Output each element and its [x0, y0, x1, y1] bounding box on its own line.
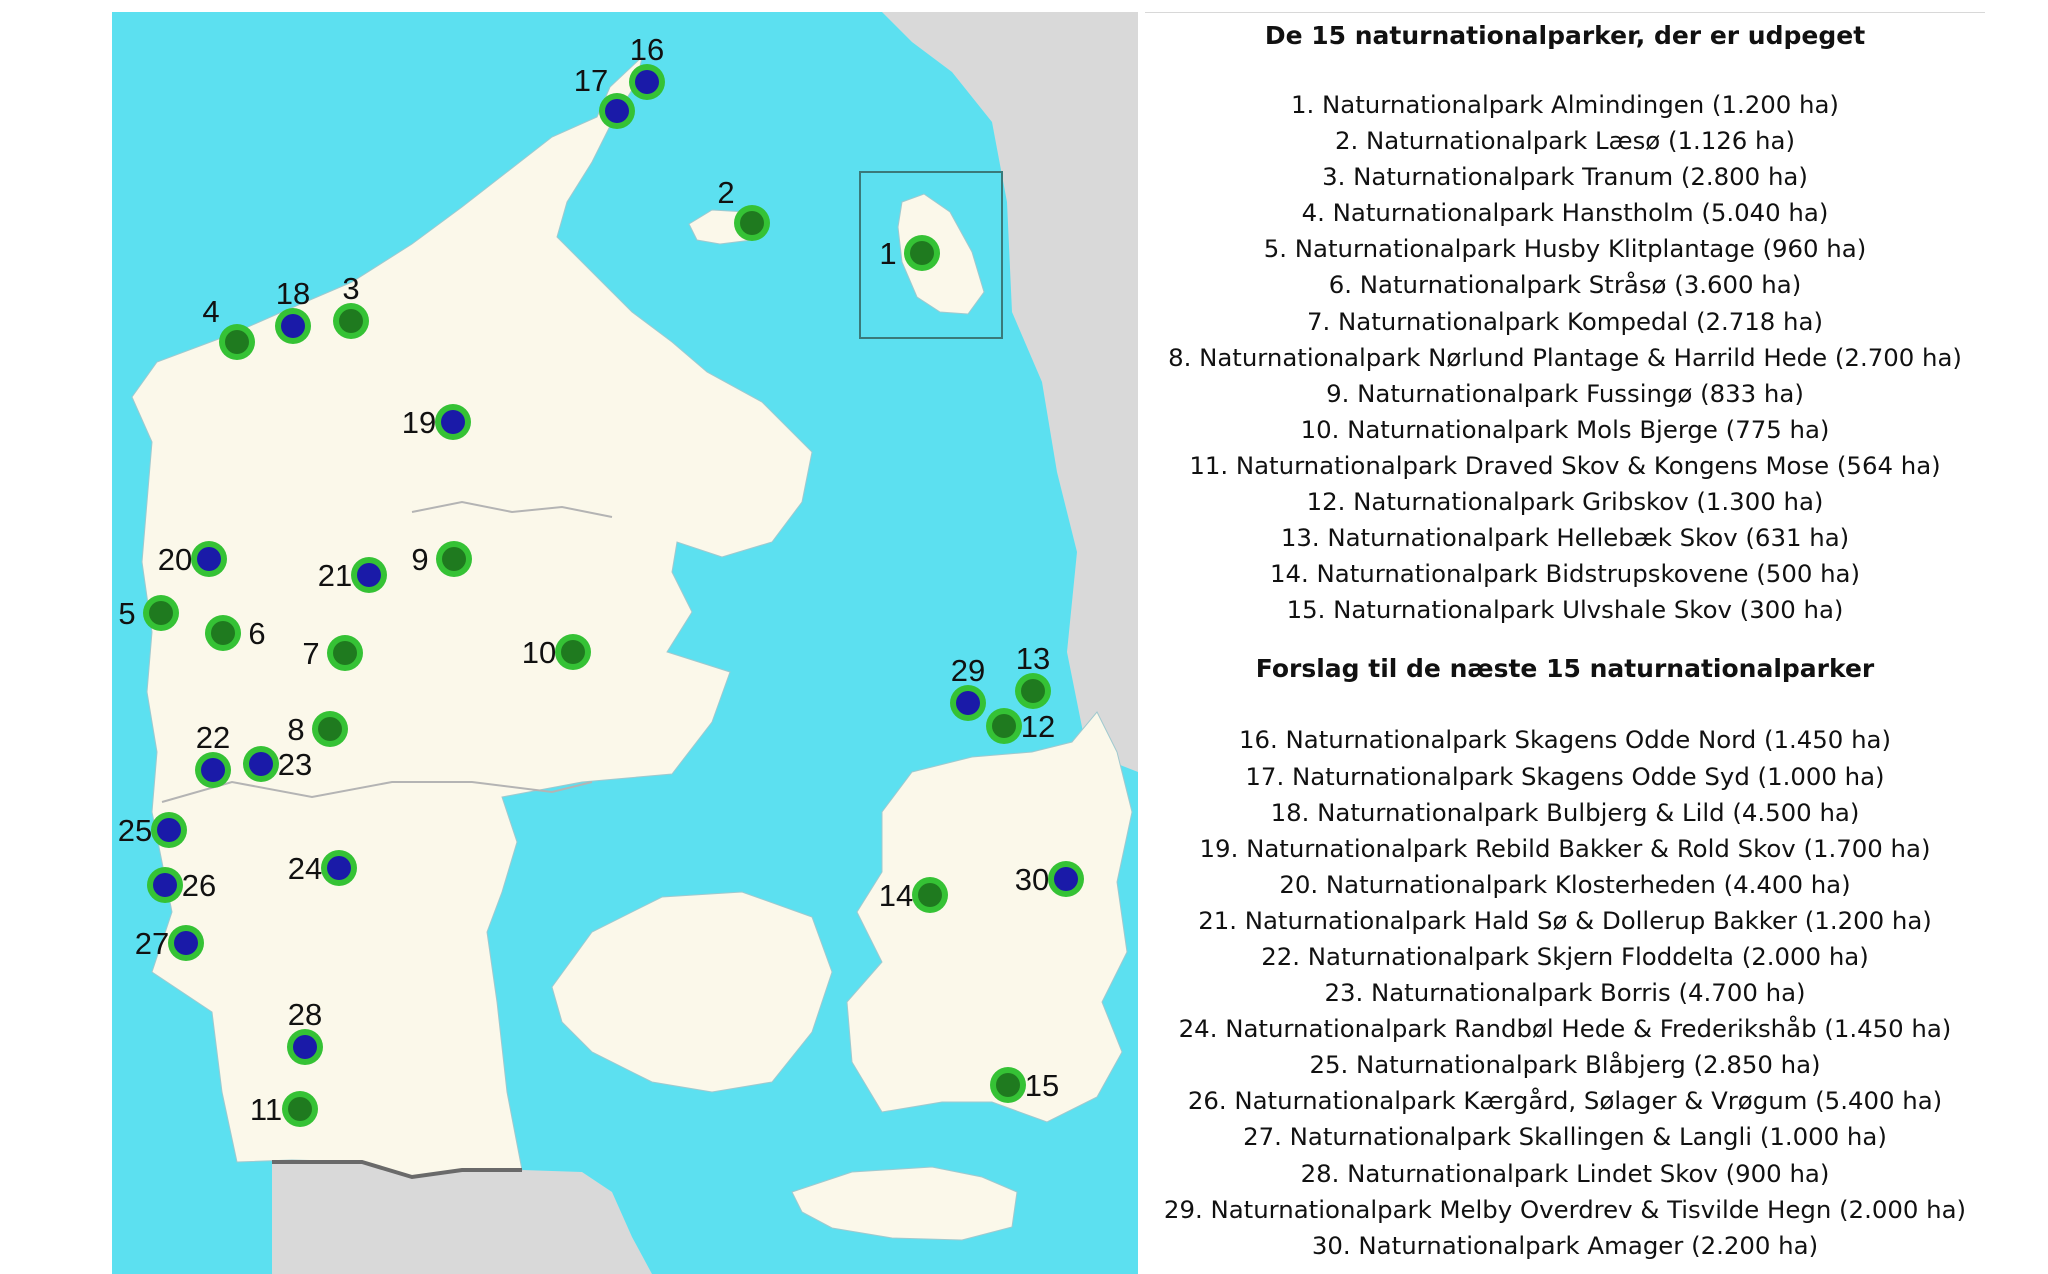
marker-label: 8: [287, 712, 305, 747]
park-marker-23: [243, 746, 312, 782]
proposed-parks-heading: Forslag til de næste 15 naturnationalparker: [1255, 654, 1875, 684]
marker-label: 3: [342, 271, 360, 306]
existing-park-dot: [1021, 679, 1045, 703]
marker-label: 27: [134, 926, 170, 961]
existing-park-dot: [339, 309, 363, 333]
marker-label: 12: [1020, 709, 1056, 744]
existing-park-dot: [225, 330, 249, 354]
legend-item: 15. Naturnationalpark Ulvshale Skov (300 ha): [1286, 595, 1844, 625]
marker-label: 14: [878, 878, 914, 913]
existing-parks-heading: De 15 naturnationalparker, der er udpeget: [1264, 21, 1866, 50]
legend-item: 4. Naturnationalpark Hanstholm (5.040 ha): [1301, 198, 1829, 228]
legend-item: 7. Naturnationalpark Kompedal (2.718 ha): [1307, 306, 1823, 336]
park-marker-12: [986, 708, 1055, 744]
proposed-park-dot: [357, 563, 381, 587]
legend-item: 21. Naturnationalpark Hald Sø & Dollerup Bakker (1.200 ha): [1198, 905, 1932, 935]
proposed-park-dot: [249, 752, 273, 776]
park-marker-8: [287, 711, 348, 747]
legend-item: 6. Naturnationalpark Stråsø (3.600 ha): [1328, 270, 1802, 300]
park-marker-7: [302, 635, 363, 671]
marker-label: 28: [287, 997, 323, 1032]
marker-label: 6: [248, 616, 266, 651]
marker-label: 16: [629, 32, 665, 67]
map-canvas: [112, 12, 1138, 1274]
marker-label: 10: [521, 635, 557, 670]
existing-park-dot: [996, 1073, 1020, 1097]
marker-label: 19: [401, 405, 437, 440]
park-marker-18: [275, 276, 311, 344]
legend-item: 22. Naturnationalpark Skjern Floddelta (2.000 ha): [1261, 941, 1869, 971]
legend-item: 28. Naturnationalpark Lindet Skov (900 ha): [1300, 1158, 1830, 1188]
proposed-parks-list: [1145, 722, 1985, 1263]
park-marker-16: [629, 32, 665, 100]
legend-item: 13. Naturnationalpark Hellebæk Skov (631 ha): [1280, 523, 1850, 553]
marker-label: 9: [411, 542, 429, 577]
proposed-park-dot: [956, 691, 980, 715]
legend-item: 23. Naturnationalpark Borris (4.700 ha): [1324, 978, 1806, 1008]
legend-item: 14. Naturnationalpark Bidstrupskovene (500 ha): [1269, 559, 1861, 589]
legend-item: 9. Naturnationalpark Fussingø (833 ha): [1326, 378, 1804, 408]
existing-park-dot: [442, 547, 466, 571]
marker-label: 25: [117, 813, 153, 848]
marker-label: 17: [573, 63, 609, 98]
legend-item: 11. Naturnationalpark Draved Skov & Kongens Mose (564 ha): [1189, 450, 1941, 480]
existing-park-dot: [288, 1097, 312, 1121]
marker-label: 21: [317, 558, 353, 593]
legend-item: 20. Naturnationalpark Klosterheden (4.400 ha): [1279, 869, 1851, 899]
legend-item: 18. Naturnationalpark Bulbjerg & Lild (4.500 ha): [1270, 797, 1860, 827]
proposed-park-dot: [605, 99, 629, 123]
proposed-park-dot: [153, 873, 177, 897]
proposed-park-dot: [293, 1035, 317, 1059]
existing-park-dot: [910, 241, 934, 265]
existing-park-dot: [318, 717, 342, 741]
proposed-park-dot: [281, 314, 305, 338]
legend-item: 16. Naturnationalpark Skagens Odde Nord (1.450 ha): [1238, 725, 1891, 755]
marker-label: 22: [195, 720, 231, 755]
existing-park-dot: [992, 714, 1016, 738]
proposed-park-dot: [174, 931, 198, 955]
marker-label: 26: [181, 868, 217, 903]
proposed-park-dot: [635, 70, 659, 94]
park-marker-1: [879, 235, 940, 271]
park-marker-22: [195, 720, 231, 788]
marker-label: 2: [717, 175, 735, 210]
legend-item: 2. Naturnationalpark Læsø (1.126 ha): [1335, 126, 1795, 156]
existing-parks-list: [1145, 87, 1985, 628]
proposed-park-dot: [197, 547, 221, 571]
existing-park-dot: [918, 883, 942, 907]
park-legend: [1145, 12, 1985, 1263]
proposed-park-dot: [327, 856, 351, 880]
legend-item: 25. Naturnationalpark Blåbjerg (2.850 ha): [1309, 1050, 1821, 1080]
legend-item: 27. Naturnationalpark Skallingen & Langli (1.000 ha): [1243, 1122, 1887, 1152]
existing-park-dot: [740, 211, 764, 235]
legend-item: 26. Naturnationalpark Kærgård, Sølager & Vrøgum (5.400 ha): [1187, 1086, 1943, 1116]
legend-item: 10. Naturnationalpark Mols Bjerge (775 ha): [1300, 414, 1830, 444]
legend-item: 29. Naturnationalpark Melby Overdrev & Tisvilde Hegn (2.000 ha): [1163, 1194, 1967, 1224]
marker-label: 5: [118, 596, 136, 631]
marker-label: 1: [879, 236, 897, 271]
proposed-park-dot: [441, 410, 465, 434]
existing-park-dot: [211, 621, 235, 645]
denmark-map: [112, 12, 1138, 1274]
marker-label: 23: [277, 747, 313, 782]
marker-label: 18: [275, 276, 311, 311]
legend-item: 3. Naturnationalpark Tranum (2.800 ha): [1322, 162, 1808, 192]
park-marker-28: [287, 997, 323, 1065]
proposed-park-dot: [1054, 867, 1078, 891]
marker-label: 20: [157, 542, 193, 577]
legend-item: 30. Naturnationalpark Amager (2.200 ha): [1311, 1230, 1819, 1260]
park-marker-15: [990, 1067, 1059, 1103]
marker-label: 11: [249, 1092, 283, 1127]
marker-label: 13: [1015, 641, 1051, 676]
park-marker-26: [147, 867, 216, 903]
marker-label: 7: [302, 636, 320, 671]
legend-item: 24. Naturnationalpark Randbøl Hede & Frederikshåb (1.450 ha): [1178, 1014, 1952, 1044]
existing-park-dot: [149, 601, 173, 625]
marker-label: 24: [287, 851, 323, 886]
legend-item: 19. Naturnationalpark Rebild Bakker & Rold Skov (1.700 ha): [1199, 833, 1931, 863]
park-marker-29: [950, 653, 986, 721]
proposed-park-dot: [201, 758, 225, 782]
existing-park-dot: [561, 640, 585, 664]
existing-park-dot: [333, 641, 357, 665]
proposed-park-dot: [157, 818, 181, 842]
legend-item: 5. Naturnationalpark Husby Klitplantage (960 ha): [1263, 234, 1867, 264]
legend-item: 1. Naturnationalpark Almindingen (1.200 ha): [1291, 90, 1839, 119]
park-marker-5: [118, 595, 179, 631]
park-marker-9: [411, 541, 472, 577]
marker-label: 15: [1024, 1068, 1060, 1103]
marker-label: 29: [950, 653, 986, 688]
marker-label: 4: [202, 294, 220, 329]
park-marker-6: [205, 615, 266, 651]
legend-item: 17. Naturnationalpark Skagens Odde Syd (1.000 ha): [1245, 761, 1885, 791]
marker-label: 30: [1014, 862, 1050, 897]
legend-item: 12. Naturnationalpark Gribskov (1.300 ha): [1306, 487, 1824, 517]
park-marker-13: [1015, 641, 1051, 709]
legend-item: 8. Naturnationalpark Nørlund Plantage & Harrild Hede (2.700 ha): [1168, 342, 1962, 372]
